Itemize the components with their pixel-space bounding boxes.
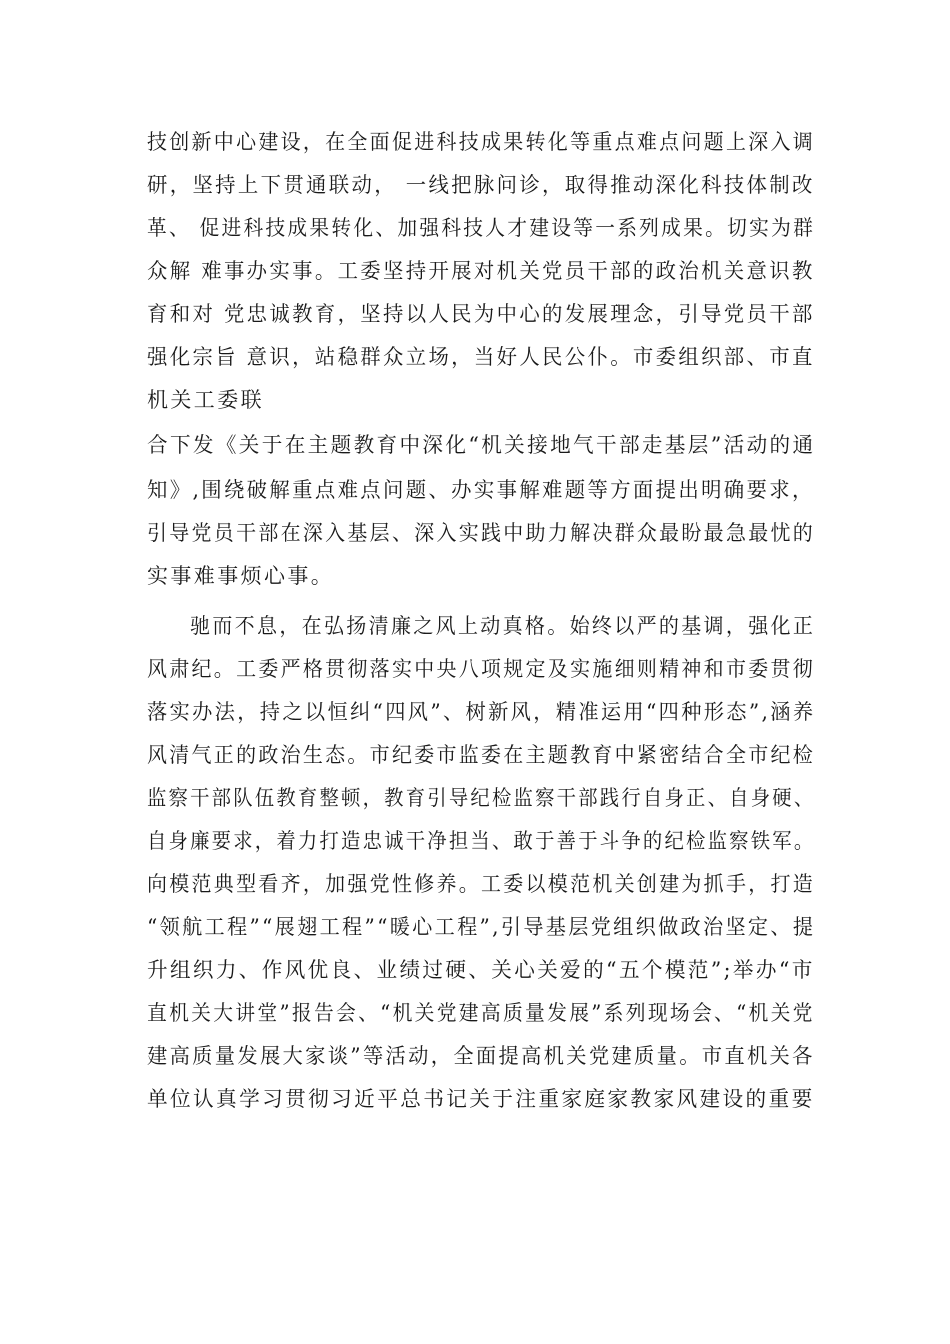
- text-line-7: 机关工委联: [147, 388, 264, 412]
- text-line-17: 自身廉要求，着力打造忠诚干净担当、敢于善于斗争的纪检监察铁军。: [147, 829, 816, 853]
- text-line-22: 建高质量发展大家谈”等活动，全面提高机关党建质量。市直机关各: [147, 1044, 815, 1068]
- text-line-1: 技创新中心建设，在全面促进科技成果转化等重点难点问题上深入调: [147, 130, 816, 154]
- text-line-8: 合下发《关于在主题教育中深化“机关接地气干部走基层”活动的通: [147, 433, 816, 457]
- text-line-3: 革、 促进科技成果转化、加强科技人才建设等一系列成果。切实为群: [147, 216, 816, 240]
- text-line-14: 落实办法，持之以恒纠“四风”、树新风，精准运用“四种形态”,涵养: [147, 700, 816, 724]
- text-line-20: 升组织力、作风优良、业绩过硬、关心关爱的“五个模范”;举办“市: [147, 958, 815, 982]
- text-line-2: 研，坚持上下贯通联动， 一线把脉问诊，取得推动深化科技体制改: [147, 173, 815, 197]
- text-line-19: “领航工程”“展翅工程”“暖心工程”,引导基层党组织做政治坚定、提: [147, 915, 816, 939]
- text-line-11: 实事难事烦心事。: [147, 564, 335, 588]
- paragraph-start-line: 驰而不息，在弘扬清廉之风上动真格。始终以严的基调，强化正: [190, 614, 816, 638]
- text-line-15: 风清气正的政治生态。市纪委市监委在主题教育中紧密结合全市纪检: [147, 743, 816, 767]
- text-line-5: 育和对 党忠诚教育，坚持以人民为中心的发展理念，引导党员干部: [147, 302, 815, 326]
- text-line-6: 强化宗旨 意识，站稳群众立场，当好人民公仆。市委组织部、市直: [147, 345, 815, 369]
- text-line-13: 风肃纪。工委严格贯彻落实中央八项规定及实施细则精神和市委贯彻: [147, 657, 816, 681]
- text-line-16: 监察干部队伍教育整顿，教育引导纪检监察干部践行自身正、自身硬、: [147, 786, 816, 810]
- text-line-9: 知》,围绕破解重点难点问题、办实事解难题等方面提出明确要求，: [147, 478, 815, 502]
- text-line-18: 向模范典型看齐，加强党性修养。工委以模范机关创建为抓手，打造: [147, 872, 816, 896]
- text-line-23: 单位认真学习贯彻习近平总书记关于注重家庭家教家风建设的重要: [147, 1087, 815, 1111]
- text-line-10: 引导党员干部在深入基层、深入实践中助力解决群众最盼最急最忧的: [147, 521, 816, 545]
- text-line-4: 众解 难事办实事。工委坚持开展对机关党员干部的政治机关意识教: [147, 259, 815, 283]
- text-line-21: 直机关大讲堂”报告会、“机关党建高质量发展”系列现场会、“机关党: [147, 1001, 815, 1025]
